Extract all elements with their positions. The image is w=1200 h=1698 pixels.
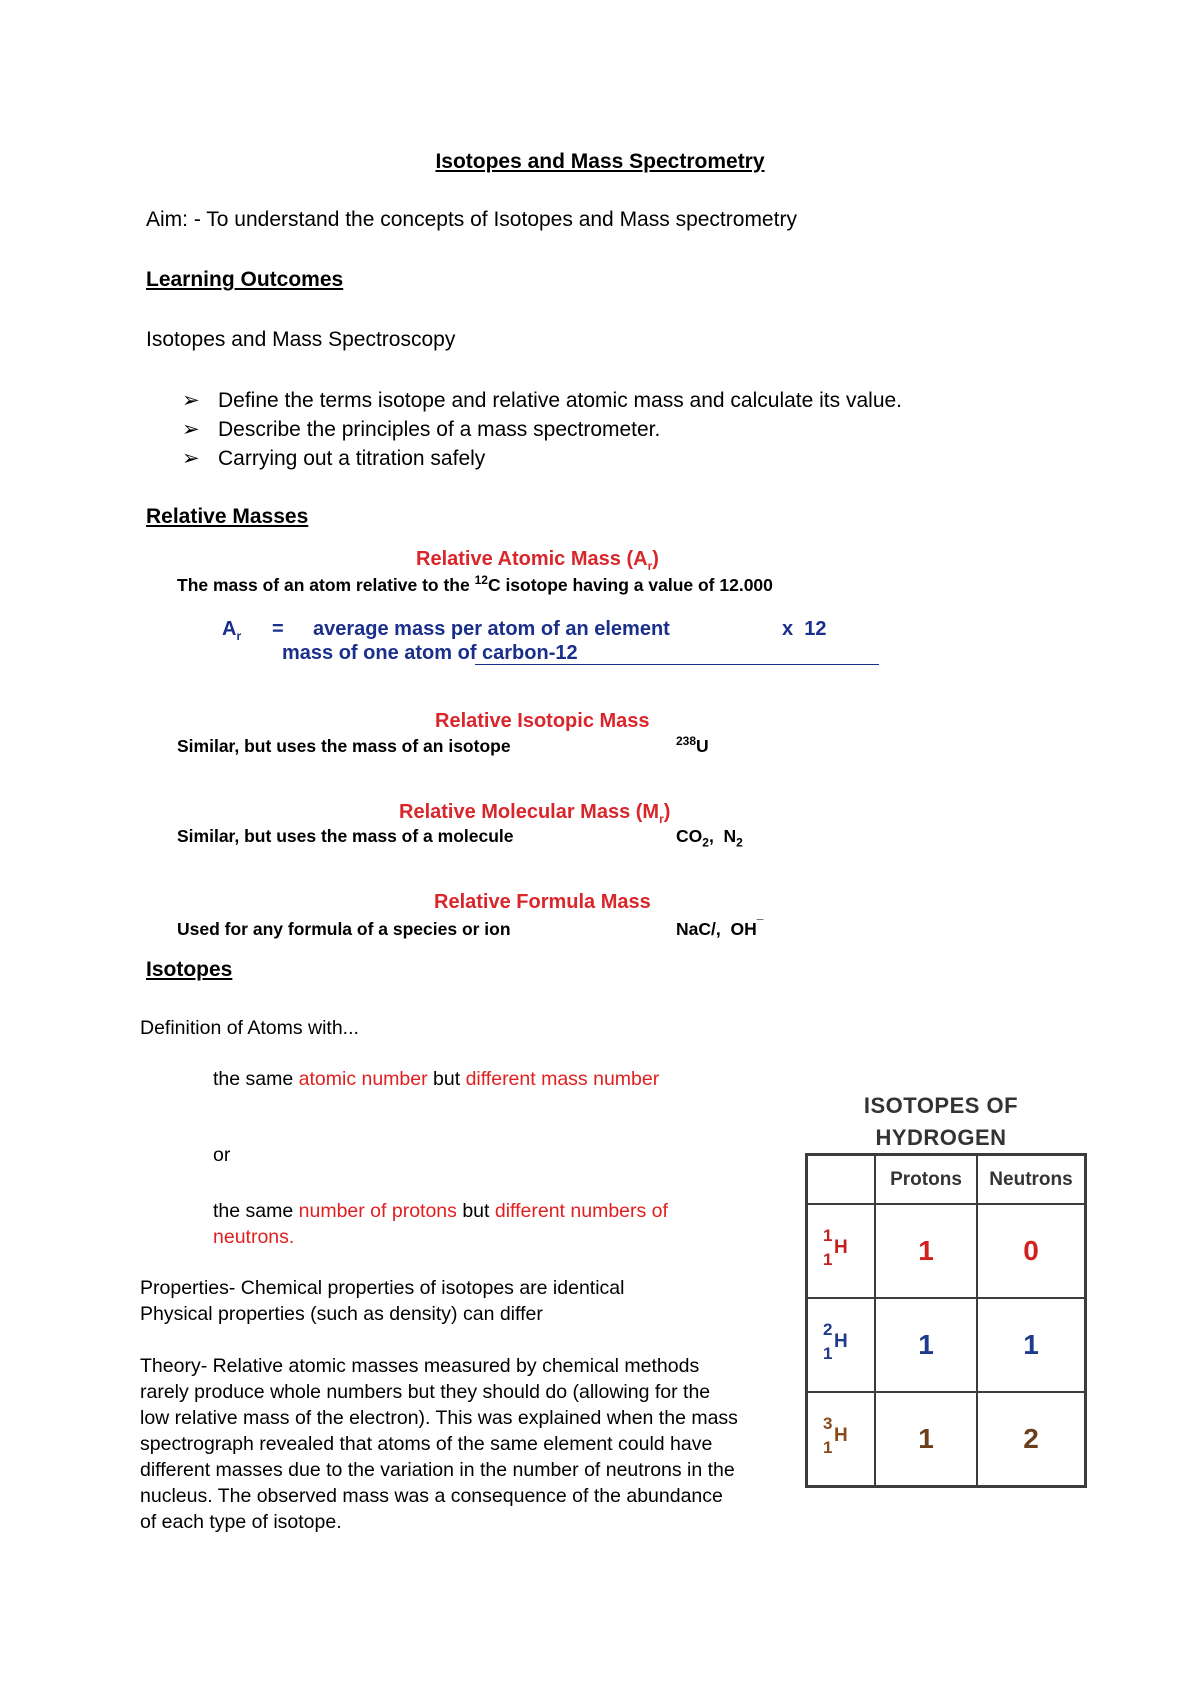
rfm-description: Used for any formula of a species or ion: [177, 919, 511, 939]
definition-part-2: the same number of protons but different numbers of neutrons.: [213, 1200, 668, 1248]
nuclide-symbol: 1 H 1: [807, 1204, 876, 1298]
ram-description: The mass of an atom relative to the $^{12}$C isotope having a value of 12.000: [177, 573, 773, 595]
arrow-bullet-icon: ➢: [182, 418, 200, 441]
nuclide-symbol: 3 H 1: [807, 1392, 876, 1487]
table-header-protons: Protons: [875, 1155, 977, 1205]
neutrons-value: 2: [977, 1392, 1086, 1487]
rim-title: Relative Isotopic Mass: [435, 710, 650, 732]
isotopes-definition: Definition of Atoms with...: [140, 1017, 359, 1039]
table-header-empty: [807, 1155, 876, 1205]
nuclide-symbol: 2 H 1: [807, 1298, 876, 1392]
arrow-bullet-icon: ➢: [182, 447, 200, 470]
protons-value: 1: [875, 1392, 977, 1487]
table-row: [807, 1298, 1086, 1392]
fraction-line: [475, 664, 879, 665]
arrow-bullet-icon: ➢: [182, 389, 200, 412]
aim-text: Aim: - To understand the concepts of Isotopes and Mass spectrometry: [146, 208, 797, 231]
neutrons-value: 0: [977, 1204, 1086, 1298]
rfm-title: Relative Formula Mass: [434, 891, 651, 913]
table-row: [807, 1204, 1086, 1298]
rmm-example: $CO_2$, $N_2$: [676, 826, 743, 850]
ram-equation-multiplier: x 12: [782, 618, 827, 640]
ram-equation-symbol: $A_r$: [222, 618, 242, 643]
document-title: Isotopes and Mass Spectrometry: [435, 150, 765, 173]
rim-example: $^{238}$U: [676, 734, 709, 756]
hydrogen-isotopes-table: [805, 1153, 1087, 1488]
learning-outcomes-heading: Learning Outcomes: [146, 268, 344, 291]
theory-text: Theory- Relative atomic masses measured by chemical methods rarely produce whole numbers but they should do (allowing for the low relative mass of the electron). This was explained when the mass spectrograph revealed that atoms of the same element could have different masses due to the variation in the number of neutrons in the nucleus. The observed mass was a consequence of the abundance of each type of isotope.: [140, 1355, 738, 1533]
learning-outcomes-list: [182, 386, 902, 473]
ram-equation-equals: =: [272, 618, 284, 640]
relative-masses-heading: Relative Masses: [146, 505, 309, 528]
definition-or: or: [213, 1144, 231, 1166]
table-header-neutrons: Neutrons: [977, 1155, 1086, 1205]
rmm-description: Similar, but uses the mass of a molecule: [177, 826, 514, 846]
neutrons-value: 1: [977, 1298, 1086, 1392]
list-item: ➢ Define the terms isotope and relative atomic mass and calculate its value.: [182, 386, 902, 415]
rfm-example: NaC/, OH¯: [676, 917, 764, 939]
ram-equation-denominator: mass of one atom of carbon-12: [282, 642, 578, 664]
rmm-title: Relative Molecular Mass $(M_r)$: [399, 801, 671, 826]
list-item: ➢ Carrying out a titration safely: [182, 444, 902, 473]
protons-value: 1: [875, 1298, 977, 1392]
hydrogen-figure-title: ISOTOPES OF HYDROGEN: [863, 1093, 1019, 1150]
learning-outcomes-subheading: Isotopes and Mass Spectroscopy: [146, 328, 456, 351]
table-row: [807, 1392, 1086, 1487]
ram-title: Relative Atomic Mass $(A_r)$: [416, 548, 659, 573]
isotopes-heading: Isotopes: [146, 958, 233, 981]
rim-description: Similar, but uses the mass of an isotope: [177, 736, 511, 756]
properties-text: Properties- Chemical properties of isotopes are identical Physical properties (such as density) can differ: [140, 1277, 625, 1325]
protons-value: 1: [875, 1204, 977, 1298]
ram-equation-numerator: average mass per atom of an element: [313, 618, 670, 640]
definition-part-1: the same atomic number but different mass number: [213, 1068, 660, 1090]
table-header-row: [807, 1155, 1086, 1205]
list-item: ➢ Describe the principles of a mass spectrometer.: [182, 415, 902, 444]
